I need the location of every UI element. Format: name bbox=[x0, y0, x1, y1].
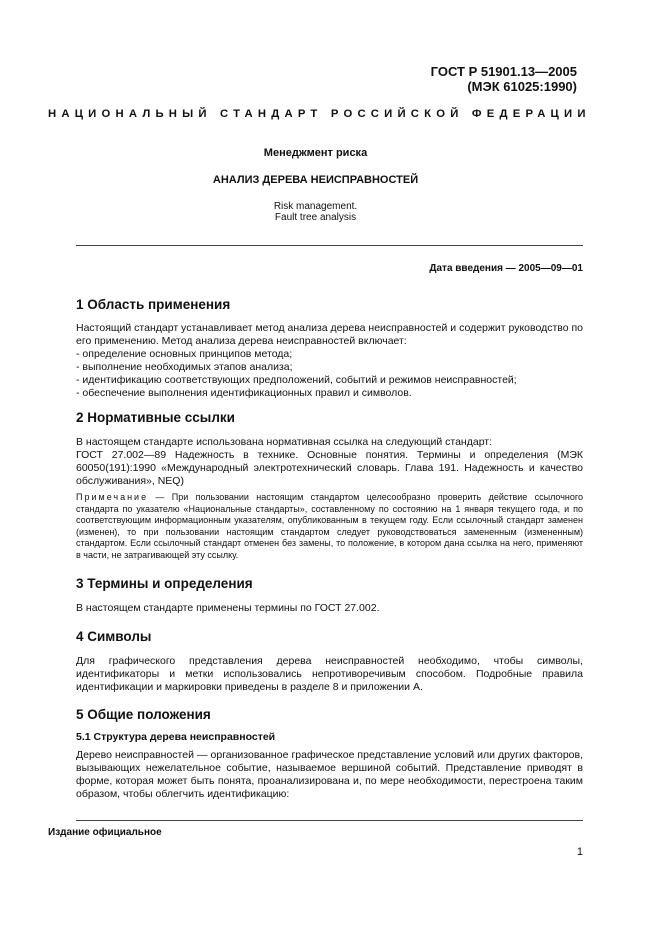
list-item: - обеспечение выполнения идентификационных правил и символов. bbox=[76, 387, 412, 399]
section-3-heading: 3 Термины и определения bbox=[76, 576, 253, 591]
section-2-paragraph-2: ГОСТ 27.002—89 Надежность в технике. Основные понятия. Термины и определения (МЭК 60050(191):1990 «Международный электротехнический словарь. Глава 191. Надежность и качество обслуживания», NEQ) bbox=[76, 449, 583, 487]
series-title: Менеджмент риска bbox=[263, 147, 368, 159]
subsection-5-1-heading: 5.1 Структура дерева неисправностей bbox=[76, 731, 276, 743]
english-title-line2: Fault tree analysis bbox=[274, 212, 357, 223]
official-edition-label: Издание официальное bbox=[48, 827, 162, 838]
section-4-paragraph: Для графического представления дерева неисправностей необходимо, чтобы символы, идентификаторы и метки использовались непротиворечивым способом. Подробные правила идентификации и маркировки приведены в разделе 8 и приложении А. bbox=[76, 655, 583, 693]
section-1-heading: 1 Область применения bbox=[76, 297, 231, 312]
section-5-heading: 5 Общие положения bbox=[76, 707, 211, 722]
section-2-body bbox=[76, 436, 583, 488]
section-3-body bbox=[76, 602, 583, 615]
list-item: - выполнение необходимых этапов анализа; bbox=[76, 361, 293, 373]
document-code-line2: (МЭК 61025:1990) bbox=[467, 79, 577, 94]
english-title bbox=[48, 201, 583, 223]
section-2-paragraph-1: В настоящем стандарте использована нормативная ссылка на следующий стандарт: bbox=[76, 436, 493, 448]
note-label: Примечание bbox=[76, 492, 149, 502]
note-text: — При пользовании настоящим стандартом целесообразно проверить действие ссылочного стандарта по указателю «Национальные стандарты», составленному по состоянию на 1 января текущего года, и по соответствующим информационным указателям, опубликованным в текущем году. Если ссылочный стандарт заменен (изменен), то при пользовании настоящим стандартом следует руководствоваться замененным (измененным) стандартом. Если ссылочный стандарт отменен без замены, то положение, в котором дана ссылка на него, применяют в части, не затрагивающей эту ссылку. bbox=[76, 492, 583, 560]
section-5-paragraph: Дерево неисправностей — организованное графическое представление условий или других факторов, вызывающих нежелательное событие, называемое вершиной событий. Представление приводят в форме, которая может быть понята, проанализирована и, по мере необходимости, перестроена таким образом, чтобы облегчить идентификацию: bbox=[76, 749, 583, 800]
section-2-note bbox=[76, 492, 583, 561]
national-standard-banner: НАЦИОНАЛЬНЫЙ СТАНДАРТ РОССИЙСКОЙ ФЕДЕРАЦИИ bbox=[48, 108, 591, 120]
effective-date: Дата введения — 2005—09—01 bbox=[429, 263, 583, 274]
section-5-body bbox=[76, 749, 583, 801]
english-title-line1: Risk management. bbox=[273, 201, 358, 212]
document-code-line1: ГОСТ Р 51901.13—2005 bbox=[430, 64, 577, 79]
document-code bbox=[431, 64, 577, 94]
list-item: - определение основных принципов метода; bbox=[76, 348, 293, 360]
section-2-heading: 2 Нормативные ссылки bbox=[76, 410, 235, 425]
page-number: 1 bbox=[576, 846, 583, 858]
section-4-heading: 4 Символы bbox=[76, 629, 152, 644]
section-4-body bbox=[76, 655, 583, 694]
section-1-paragraph: Настоящий стандарт устанавливает метод анализа дерева неисправностей и содержит руководство по его применению. Метод анализа дерева неисправностей включает: bbox=[76, 322, 584, 347]
document-title: АНАЛИЗ ДЕРЕВА НЕИСПРАВНОСТЕЙ bbox=[212, 174, 419, 186]
list-item: - идентификацию соответствующих предположений, событий и режимов неисправностей; bbox=[76, 374, 517, 386]
footer-divider bbox=[76, 820, 583, 821]
section-1-body bbox=[76, 322, 583, 400]
section-3-paragraph: В настоящем стандарте применены термины по ГОСТ 27.002. bbox=[76, 602, 380, 614]
header-divider bbox=[76, 245, 583, 246]
